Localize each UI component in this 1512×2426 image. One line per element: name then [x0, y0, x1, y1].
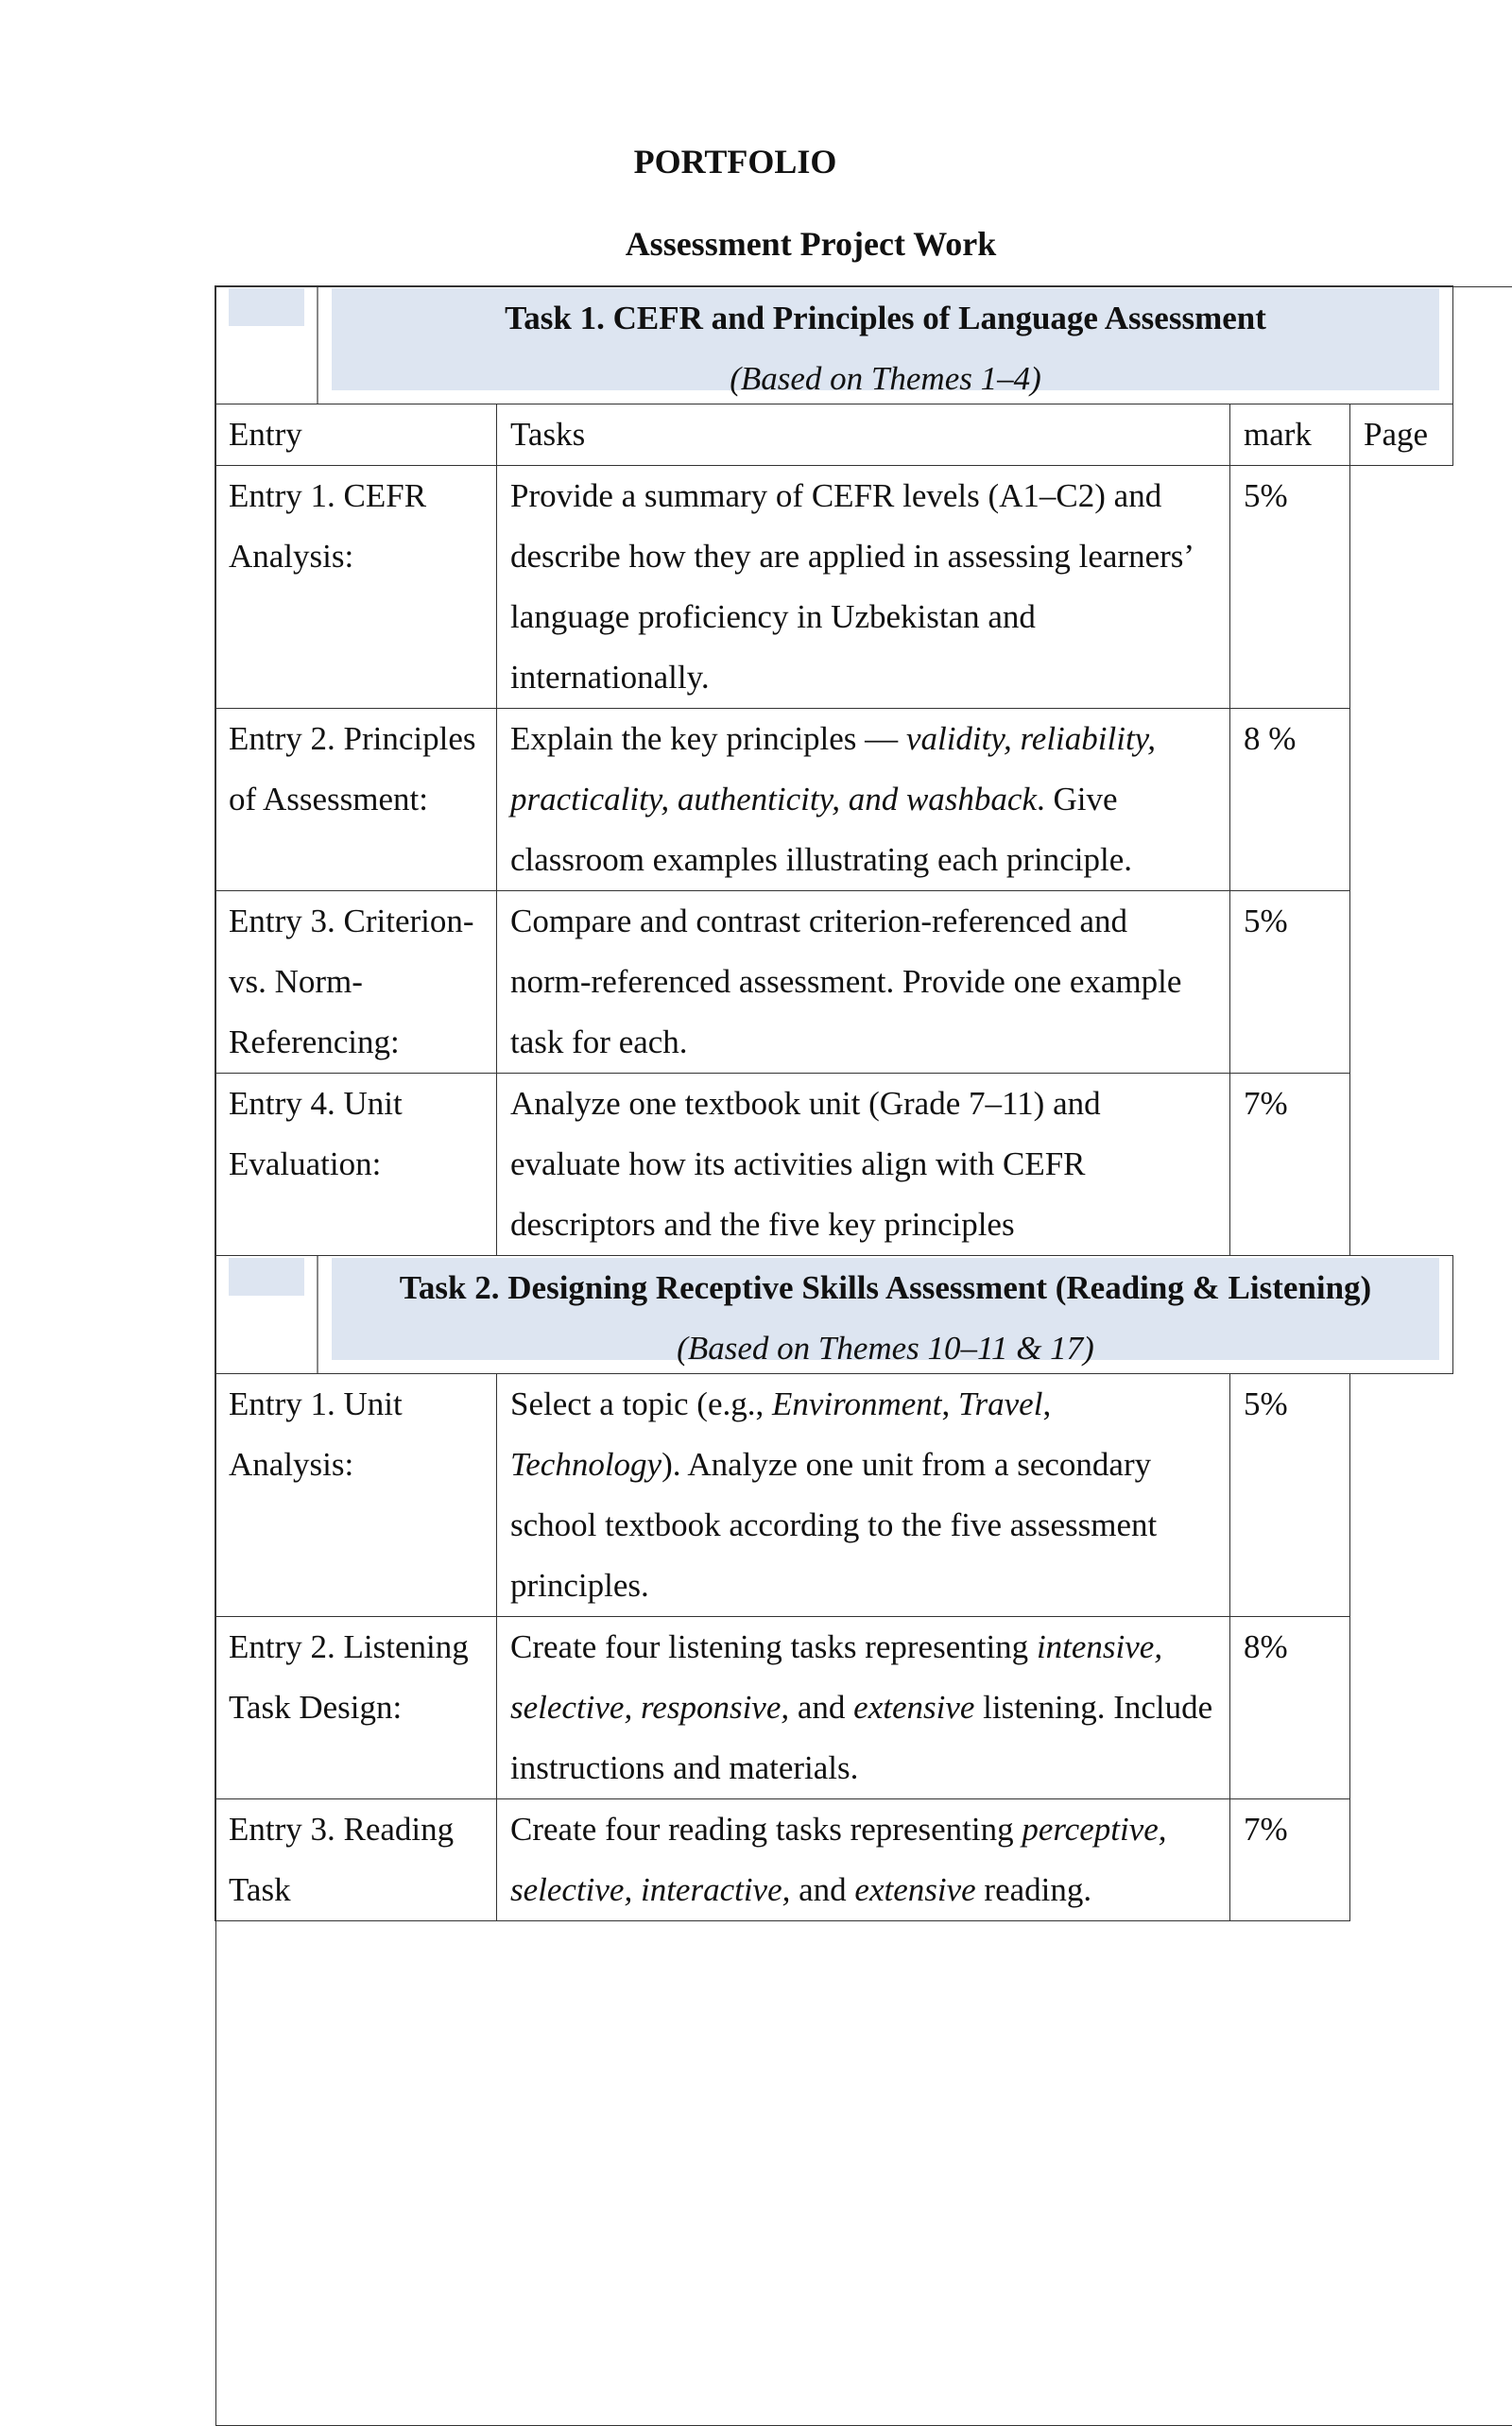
task-text: . Give classroom examples illustrating each principle.: [510, 781, 1132, 878]
page-column-header: Page: [1350, 404, 1453, 466]
task-text: Select a topic (e.g.,: [510, 1385, 772, 1422]
entry-cell: Entry 3. Reading Task: [215, 1799, 497, 1921]
mark-cell: 7%: [1230, 1799, 1350, 1921]
entry-cell: Entry 1. CEFR Analysis:: [215, 466, 497, 709]
task-text: ,: [941, 1385, 958, 1422]
task-text: Provide a summary of CEFR levels (A1–C2) and describe how they are applied in assessing learners’ language proficiency in Uzbekistan and internationally.: [510, 477, 1192, 696]
table-row: [215, 1799, 1453, 1921]
task-text: listening. Include instructions and materials.: [510, 1689, 1212, 1786]
task-text: Compare and contrast criterion-referenced and norm-referenced assessment. Provide one example task for each.: [510, 903, 1181, 1060]
task-text: Explain the key principles —: [510, 720, 906, 757]
task-text-italic: perceptive, selective, interactive,: [510, 1811, 1167, 1908]
task-text: ). Analyze one unit from a secondary school textbook according to the five assessment principles.: [510, 1446, 1157, 1604]
document-title: PORTFOLIO: [0, 142, 1470, 181]
entry-cell: Entry 1. Unit Analysis:: [215, 1374, 497, 1617]
portfolio-table-body: [215, 286, 1453, 1921]
section-title: Task 1. CEFR and Principles of Language Assessment: [332, 288, 1439, 349]
task-text: and: [789, 1689, 853, 1726]
task-text-italic: extensive: [853, 1689, 974, 1726]
task-text-italic: Environment: [772, 1385, 942, 1422]
task-text-italic: validity, reliability, practicality, authenticity, and washback: [510, 720, 1156, 817]
section-title: Task 2. Designing Receptive Skills Assessment (Reading & Listening): [332, 1258, 1439, 1318]
page-cell: [215, 286, 1512, 2426]
entry-cell: Entry 2. Principles of Assessment:: [215, 709, 497, 891]
mark-cell: 5%: [1230, 1374, 1350, 1617]
task-text: reading.: [976, 1871, 1091, 1908]
task-text-italic: intensive, selective, responsive,: [510, 1628, 1162, 1726]
task-text-italic: Technology: [510, 1446, 662, 1483]
entry-cell: Entry 2. Listening Task Design:: [215, 1617, 497, 1799]
document-subtitle: Assessment Project Work: [76, 224, 1512, 264]
task-text: Create four reading tasks representing: [510, 1811, 1022, 1848]
entry-cell: Entry 3. Criterion- vs. Norm-Referencing:: [215, 891, 497, 1074]
task-text: ,: [1042, 1385, 1051, 1422]
mark-cell: 5%: [1230, 466, 1350, 709]
mark-cell: 7%: [1230, 1074, 1350, 1256]
mark-column-header: mark: [1230, 404, 1350, 466]
mark-cell: 8 %: [1230, 709, 1350, 891]
task-text: and: [790, 1871, 854, 1908]
tasks-column-header: Tasks: [497, 404, 1230, 466]
task-text: Analyze one textbook unit (Grade 7–11) and evaluate how its activities align with CEFR descriptors and the five key principles: [510, 1085, 1101, 1243]
mark-cell: 5%: [1230, 891, 1350, 1074]
task-text: Create four listening tasks representing: [510, 1628, 1037, 1665]
task-text-italic: extensive: [854, 1871, 975, 1908]
entry-column-header: Entry: [215, 404, 497, 466]
mark-cell: 8%: [1230, 1617, 1350, 1799]
entry-cell: Entry 4. Unit Evaluation:: [215, 1074, 497, 1256]
section-subtitle: (Based on Themes 10–11 & 17): [332, 1318, 1439, 1379]
portfolio-table: [215, 285, 1453, 1921]
section-subtitle: (Based on Themes 1–4): [332, 349, 1439, 409]
task-text-italic: Travel: [958, 1385, 1042, 1422]
